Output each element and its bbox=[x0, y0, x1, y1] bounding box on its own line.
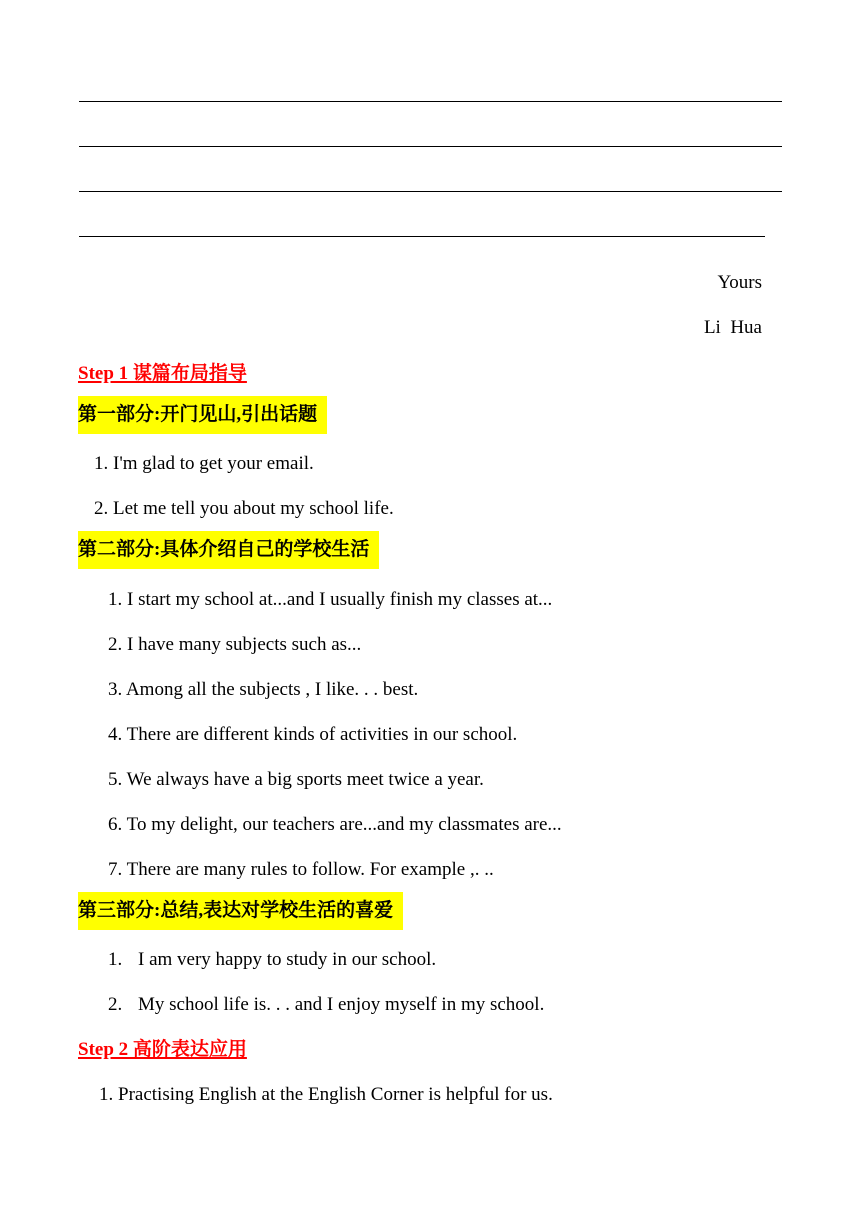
list-item-text: I start my school at...and I usually finish my classes at... bbox=[127, 589, 553, 610]
list-item bbox=[108, 994, 544, 1016]
part1-heading: 第一部分:开门见山,引出话题 bbox=[78, 396, 327, 434]
blank-writing-line bbox=[79, 236, 765, 237]
list-item bbox=[108, 589, 552, 611]
letter-signature-name: Li Hua bbox=[703, 317, 762, 338]
list-item bbox=[108, 634, 361, 656]
list-item-number: 2. bbox=[108, 994, 123, 1015]
list-item-text: There are different kinds of activities in our school. bbox=[126, 724, 518, 745]
list-item bbox=[94, 498, 394, 520]
list-item-number: 4. bbox=[108, 724, 123, 745]
part2-heading: 第二部分:具体介绍自己的学校生活 bbox=[78, 531, 379, 569]
list-item-text: We always have a big sports meet twice a year. bbox=[126, 769, 484, 790]
list-item-number: 2. bbox=[108, 634, 123, 655]
list-item-number: 7. bbox=[108, 859, 123, 880]
list-item-text: To my delight, our teachers are...and my classmates are... bbox=[126, 814, 562, 835]
blank-writing-line bbox=[79, 191, 782, 192]
list-item-text: I am very happy to study in our school. bbox=[138, 949, 437, 970]
list-item-text: I have many subjects such as... bbox=[127, 634, 362, 655]
list-item bbox=[108, 679, 418, 701]
list-item-number: 2. bbox=[94, 498, 109, 519]
list-item-number: 1. bbox=[99, 1084, 114, 1105]
step1-heading: Step 1 谋篇布局指导 bbox=[78, 363, 247, 384]
step2-heading: Step 2 高阶表达应用 bbox=[78, 1039, 247, 1060]
list-item-text: Let me tell you about my school life. bbox=[113, 498, 394, 519]
list-item-number: 3. bbox=[108, 679, 123, 700]
list-item-text: There are many rules to follow. For example ,. .. bbox=[126, 859, 494, 880]
blank-writing-line bbox=[79, 101, 782, 102]
list-item bbox=[108, 724, 517, 746]
letter-closing: Yours bbox=[717, 272, 762, 293]
list-item bbox=[108, 769, 484, 791]
list-item bbox=[99, 1084, 553, 1106]
list-item-number: 1. bbox=[108, 589, 123, 610]
part3-heading: 第三部分:总结,表达对学校生活的喜爱 bbox=[78, 892, 403, 930]
list-item bbox=[108, 949, 436, 971]
list-item-text: I'm glad to get your email. bbox=[113, 453, 314, 474]
list-item bbox=[108, 859, 494, 881]
list-item-number: 5. bbox=[108, 769, 123, 790]
list-item bbox=[94, 453, 314, 475]
list-item-number: 1. bbox=[94, 453, 109, 474]
list-item-text: My school life is. . . and I enjoy myself in my school. bbox=[138, 994, 545, 1015]
list-item-number: 6. bbox=[108, 814, 123, 835]
blank-writing-line bbox=[79, 146, 782, 147]
list-item-text: Practising English at the English Corner is helpful for us. bbox=[118, 1084, 553, 1105]
list-item bbox=[108, 814, 562, 836]
list-item-text: Among all the subjects , I like. . . best. bbox=[125, 679, 419, 700]
list-item-number: 1. bbox=[108, 949, 123, 970]
